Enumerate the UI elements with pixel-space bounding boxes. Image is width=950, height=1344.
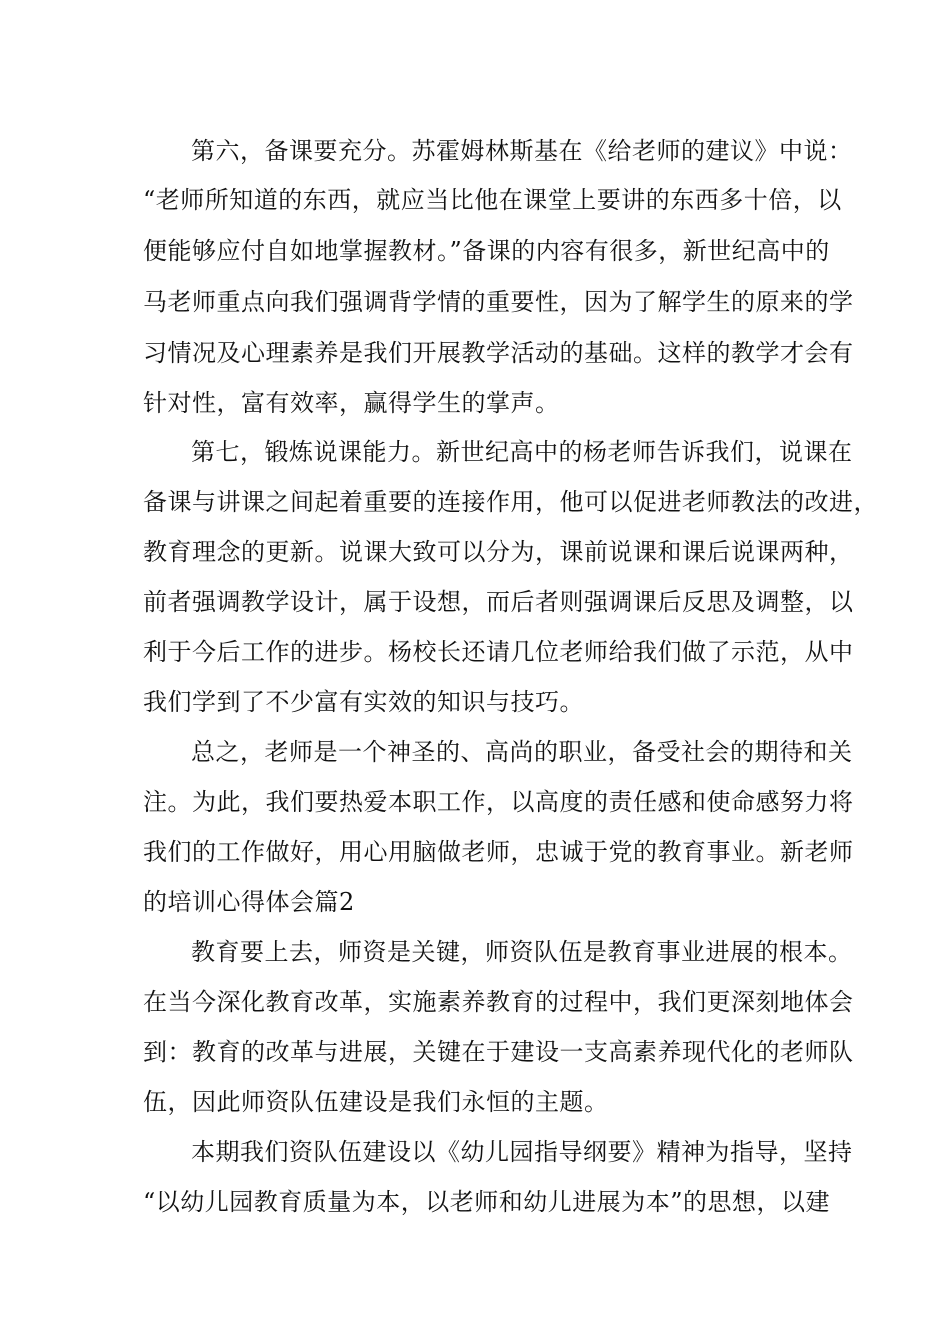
text-line: “老师所知道的东西，就应当比他在课堂上要讲的东西多十倍，以 <box>143 186 842 214</box>
text-line: 我们学到了不少富有实效的知识与技巧。 <box>143 688 584 716</box>
text-line: 针对性，富有效率，赢得学生的掌声。 <box>143 389 560 417</box>
text-line: 到：教育的改革与进展，关键在于建设一支高素养现代化的老师队 <box>143 1038 854 1066</box>
text-line: 注。为此，我们要热爱本职工作，以高度的责任感和使命感努力将 <box>143 788 854 816</box>
text-line: 前者强调教学设计，属于设想，而后者则强调课后反思及调整，以 <box>143 588 854 616</box>
text-line: 的培训心得体会篇2 <box>143 888 355 916</box>
text-line: 习情况及心理素养是我们开展教学活动的基础。这样的教学才会有 <box>143 339 854 367</box>
text-line: 利于今后工作的进步。杨校长还请几位老师给我们做了示范，从中 <box>143 638 854 666</box>
text-line: 我们的工作做好，用心用脑做老师，忠诚于党的教育事业。新老师 <box>143 838 854 866</box>
text-line: 备课与讲课之间起着重要的连接作用，他可以促进老师教法的改进， <box>143 488 878 516</box>
text-line: 总之，老师是一个神圣的、高尚的职业，备受社会的期待和关 <box>191 738 853 766</box>
text-line: 第七，锻炼说课能力。新世纪高中的杨老师告诉我们，说课在 <box>191 438 853 466</box>
text-line: 便能够应付自如地掌握教材。”备课的内容有很多，新世纪高中的 <box>143 237 830 265</box>
text-line: 伍，因此师资队伍建设是我们永恒的主题。 <box>143 1088 609 1116</box>
text-line: 在当今深化教育改革，实施素养教育的过程中，我们更深刻地体会 <box>143 988 854 1016</box>
text-line: 教育要上去，师资是关键，师资队伍是教育事业进展的根本。 <box>191 938 853 966</box>
text-line: 第六，备课要充分。苏霍姆林斯基在《给老师的建议》中说： <box>191 137 853 165</box>
text-line: “以幼儿园教育质量为本，以老师和幼儿进展为本”的思想，以建 <box>143 1188 831 1216</box>
text-line: 本期我们资队伍建设以《幼儿园指导纲要》精神为指导，坚持 <box>191 1138 853 1166</box>
text-line: 教育理念的更新。说课大致可以分为，课前说课和课后说课两种， <box>143 538 854 566</box>
text-line: 马老师重点向我们强调背学情的重要性，因为了解学生的原来的学 <box>143 288 854 316</box>
